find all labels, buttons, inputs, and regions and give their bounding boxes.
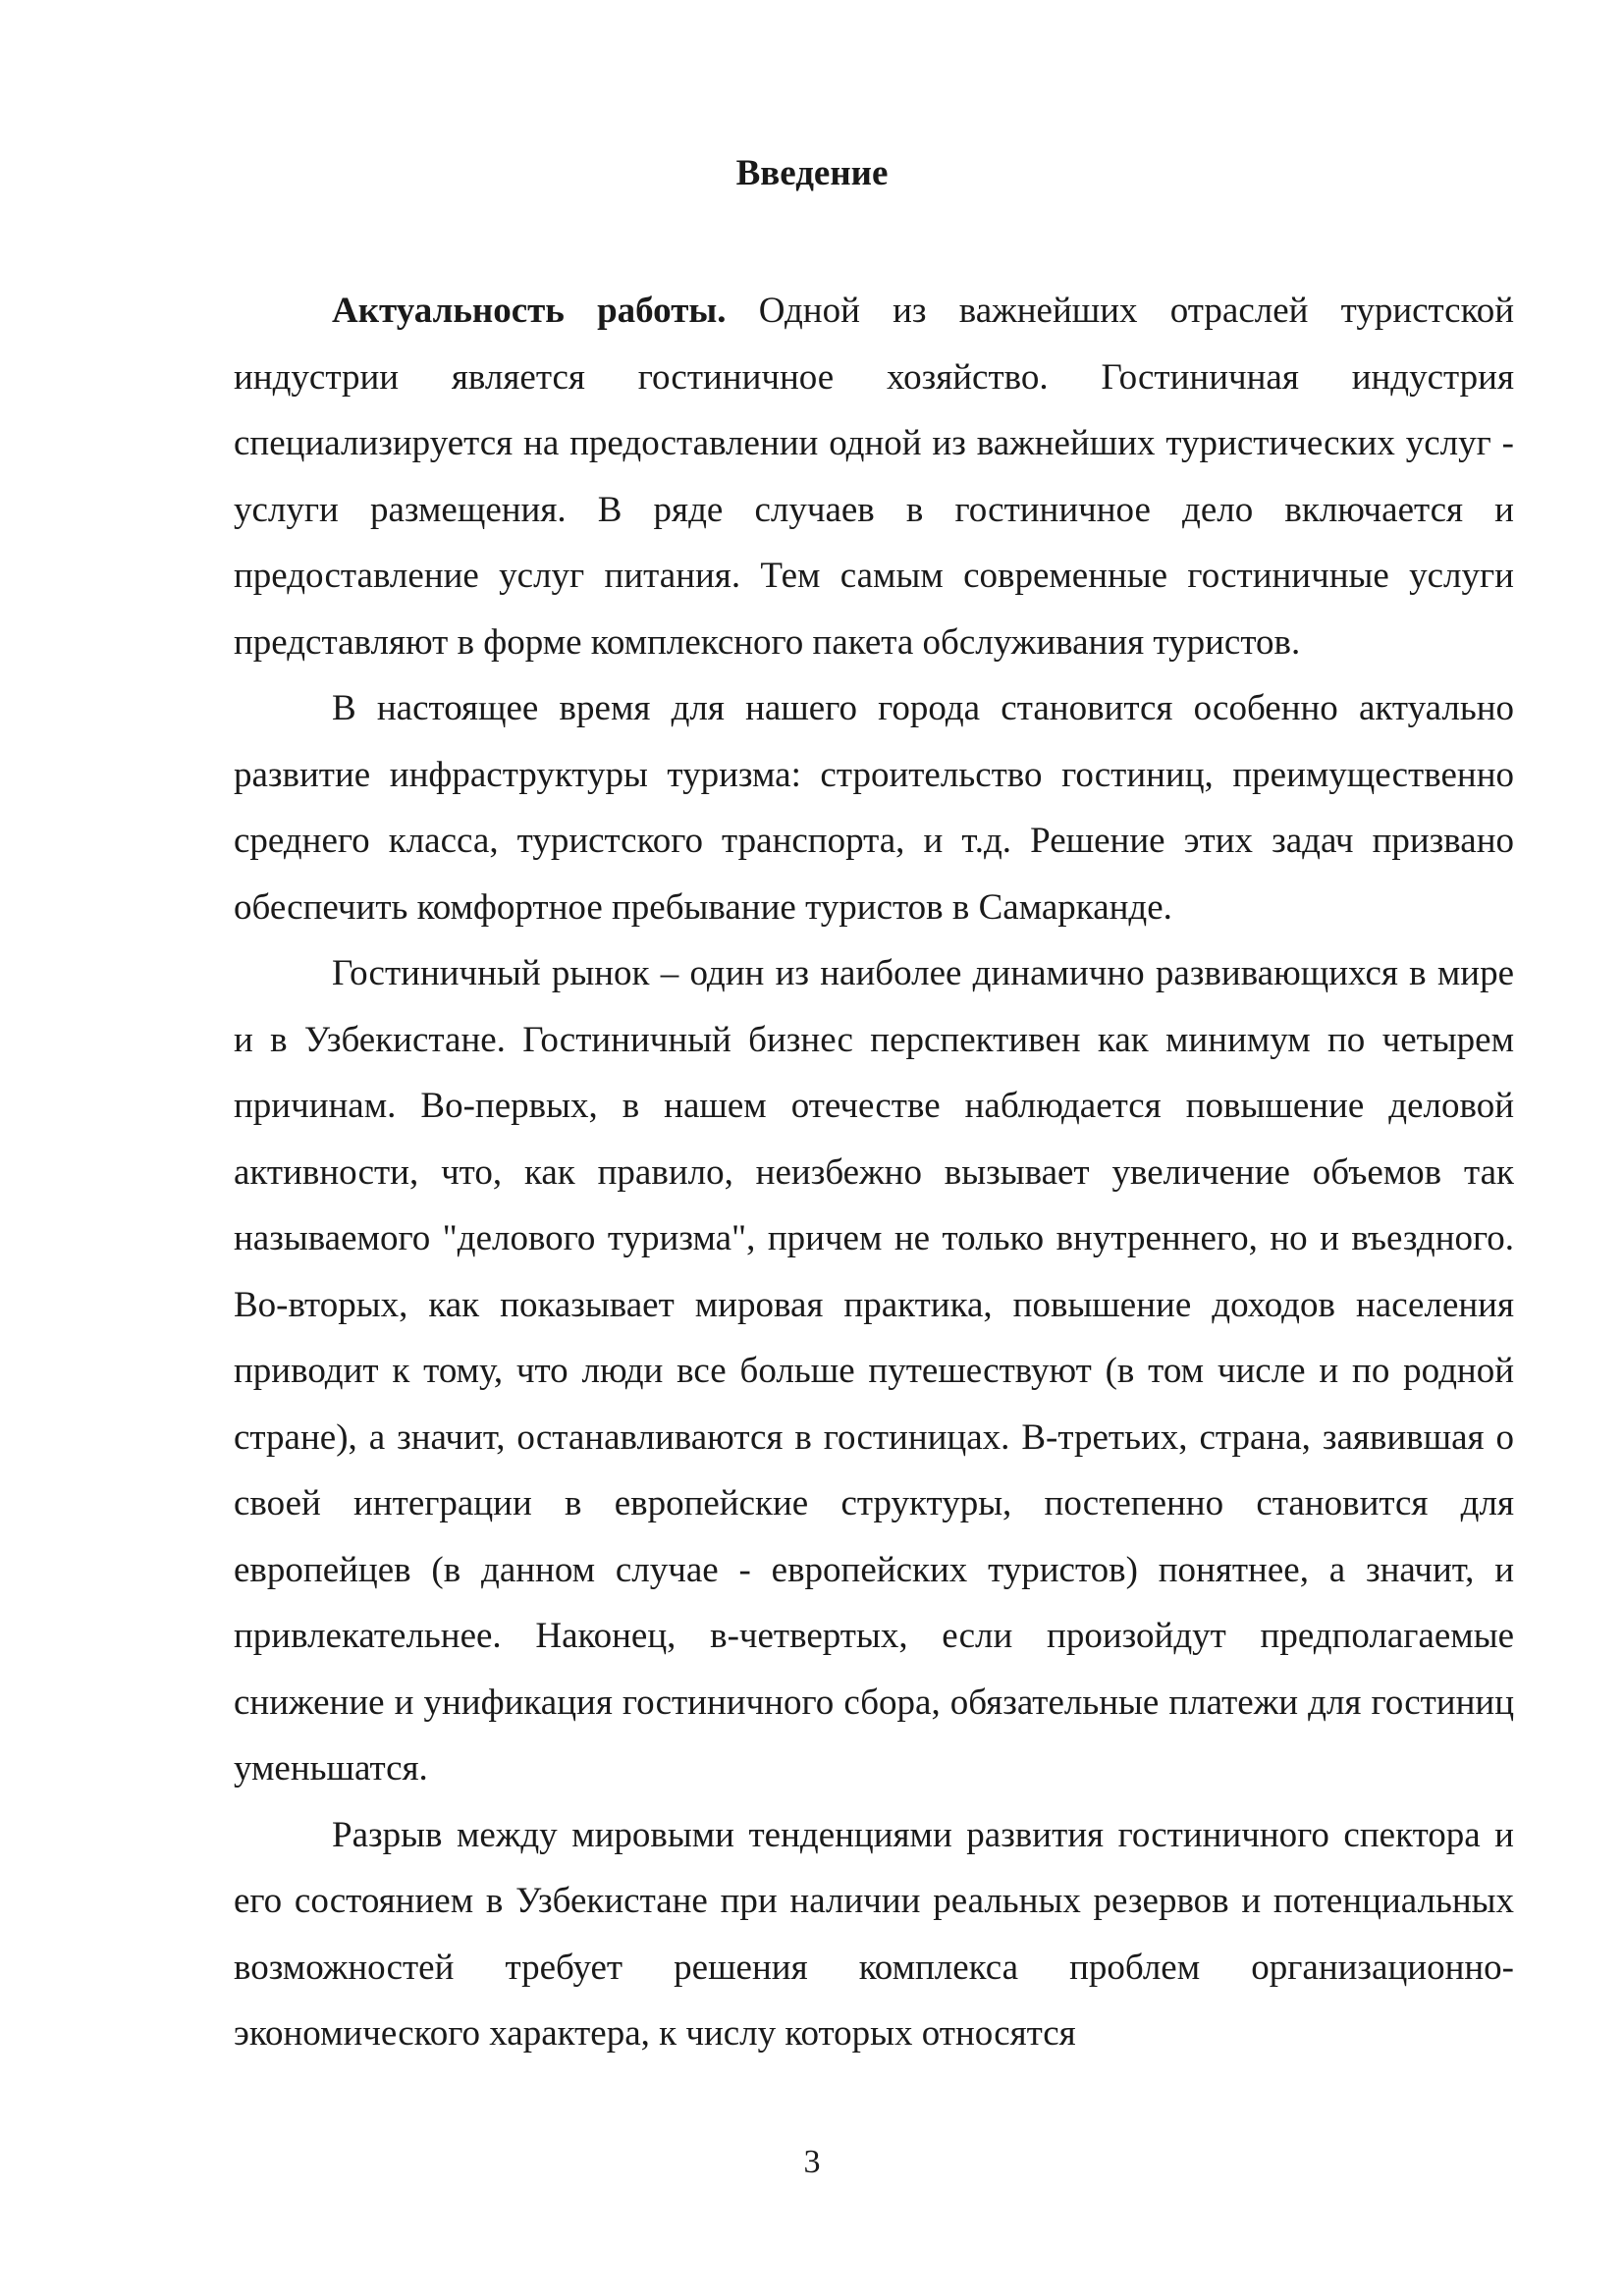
paragraph-text-relevance: Одной из важнейших отраслей туристской индустрии является гостиничное хозяйство. Гостиничная индустрия специализируется на предоставлении одной из важнейших туристических услуг - услуги размещения. В ряде случаев в гостиничное дело включается и предоставление услуг питания. Тем самым современные гостиничные услуги представляют в форме комплексного пакета обслуживания туристов. xyxy=(234,291,1514,663)
paragraph-hotel-market xyxy=(234,940,1514,1802)
page-number: 3 xyxy=(803,2144,821,2180)
paragraph-relevance xyxy=(234,278,1514,675)
paragraph-text-gap: Разрыв между мировыми тенденциями развития гостиничного спектора и его состоянием в Узбекистане при наличии реальных резервов и потенциальных возможностей требует решения комплекса проблем организационно-экономического характера, к числу которых относятся xyxy=(234,1814,1514,2054)
paragraph-lead-relevance: Актуальность работы. xyxy=(332,291,727,331)
paragraph-text-infrastructure: В настоящее время для нашего города становится особенно актуально развитие инфраструктуры туризма: строительство гостиниц, преимущественно среднего класса, туристского транспорта, и т.д. Решение этих задач призвано обеспечить комфортное пребывание туристов в Самарканде. xyxy=(234,688,1514,928)
paragraph-gap xyxy=(234,1802,1514,2067)
section-heading: Введение xyxy=(735,153,889,193)
paragraph-text-hotel-market: Гостиничный рынок – один из наиболее динамично развивающихся в мире и в Узбекистане. Гостиничный бизнес перспективен как минимум по четырем причинам. Во-первых, в нашем отечестве наблюдается повышение деловой активности, что, как правило, неизбежно вызывает увеличение объемов так называемого "делового туризма", причем не только внутреннего, но и въездного. Во-вторых, как показывает мировая практика, повышение доходов населения приводит к тому, что люди все больше путешествуют (в том числе и по родной стране), а значит, останавливаются в гостиницах. В-третьих, страна, заявившая о своей интеграции в европейские структуры, постепенно становится для европейцев (в данном случае - европейских туристов) понятнее, а значит, и привлекательнее. Наконец, в-четвертых, если произойдут предполагаемые снижение и унификация гостиничного сбора, обязательные платежи для гостиниц уменьшатся. xyxy=(234,953,1514,1789)
paragraph-infrastructure xyxy=(234,675,1514,940)
body-text xyxy=(234,278,1514,2067)
